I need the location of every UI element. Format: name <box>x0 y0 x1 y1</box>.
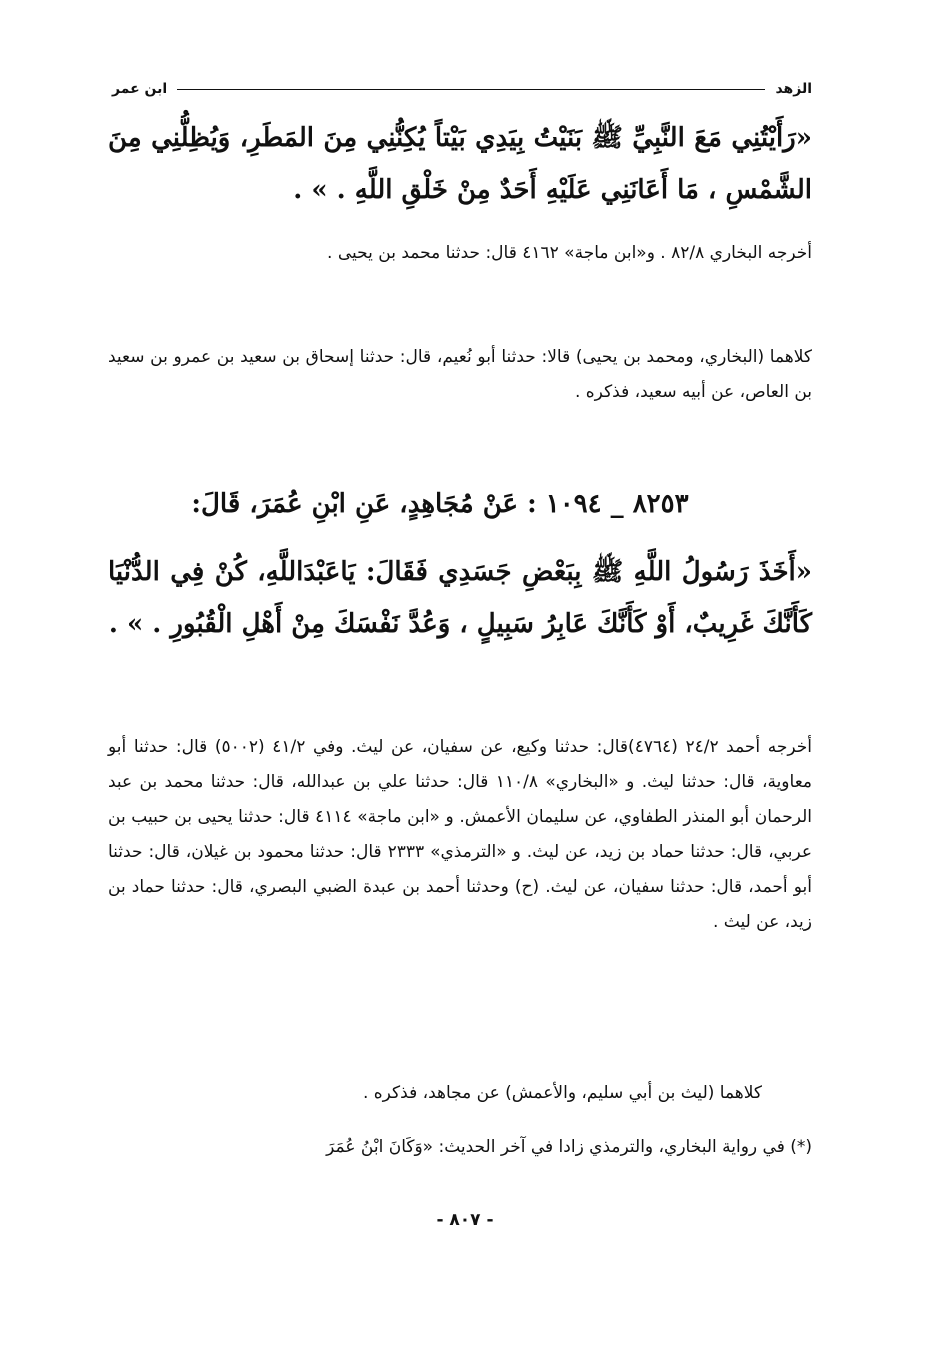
isnad-paragraph: كلاهما (ليث بن أبي سليم، والأعمش) عن مجاهد، فذكره . <box>362 1083 762 1103</box>
isnad-paragraph: كلاهما (البخاري، ومحمد بن يحيى) قالا: حدثنا أبو نُعيم، قال: حدثنا إسحاق بن سعيد بن عمرو بن سعيد بن العاص، عن أبيه سعيد، فذكره . <box>108 347 812 402</box>
hadith-text: «رَأَيْتُنِي مَعَ النَّبِيِّ ﷺ بَنَيْتُ بِيَدِي بَيْتاً يُكِنُّنِي مِنَ المَطَرِ، وَيُظِلُّنِي مِنَ الشَّمْسِ ، مَا أَعَانَنِي عَلَيْهِ أَحَدٌ مِنْ خَلْقِ اللَّهِ . » . <box>108 123 812 205</box>
header-rule <box>177 89 765 90</box>
takhrij-paragraph: أخرجه أحمد ٢٤/٢ (٤٧٦٤)قال: حدثنا وكيع، عن سفيان، عن ليث. وفي ٤١/٢ (٥٠٠٢) قال: حدثنا أبو معاوية، قال: حدثنا ليث. و «البخاري» ١١٠/٨ قال: حدثنا علي بن عبدالله، قال: حدثنا محمد بن عبد الرحمان أبو المنذر الطفاوي، عن سليمان الأعمش. و «ابن ماجة» ٤١١٤ قال: حدثنا يحيى بن حبيب بن عربي، قال: حدثنا حماد بن زيد، عن ليث. و «الترمذي» ٢٣٣٣ قال: حدثنا محمود بن غيلان، قال: حدثنا أبو أحمد، قال: حدثنا سفيان، عن ليث. (ح) وحدثنا أحمد بن عبدة الضبي البصري، قال: حدثنا حماد بن زيد، عن ليث . <box>108 737 812 932</box>
section-title: الزهد <box>775 81 812 97</box>
takhrij-paragraph: أخرجه البخاري ٨٢/٨ . و«ابن ماجة» ٤١٦٢ قال: حدثنا محمد بن يحيى . <box>327 243 812 263</box>
footnote: (*) في رواية البخاري، والترمذي زادا في آخر الحديث: «وَكَانَ ابْنُ عُمَرَ <box>326 1137 812 1157</box>
hadith-text: «أَخَذَ رَسُولُ اللَّهِ ﷺ بِبَعْضِ جَسَدِي فَقَالَ: يَاعَبْدَاللَّهِ، كُنْ فِي الدُّنْيَا كَأَنَّكَ غَرِيبٌ، أَوْ كَأَنَّكَ عَابِرُ سَبِيلٍ ، وَعُدَّ نَفْسَكَ مِنْ أَهْلِ الْقُبُورِ . » . <box>108 557 812 639</box>
running-header <box>112 78 812 100</box>
hadith-heading: ٨٢٥٣ _ ١٠٩٤ : عَنْ مُجَاهِدٍ، عَنِ ابْنِ عُمَرَ، قَالَ: <box>191 489 689 519</box>
page-number: - ٨٠٧ - <box>436 1210 494 1230</box>
narrator-name: ابن عمر <box>112 81 168 97</box>
